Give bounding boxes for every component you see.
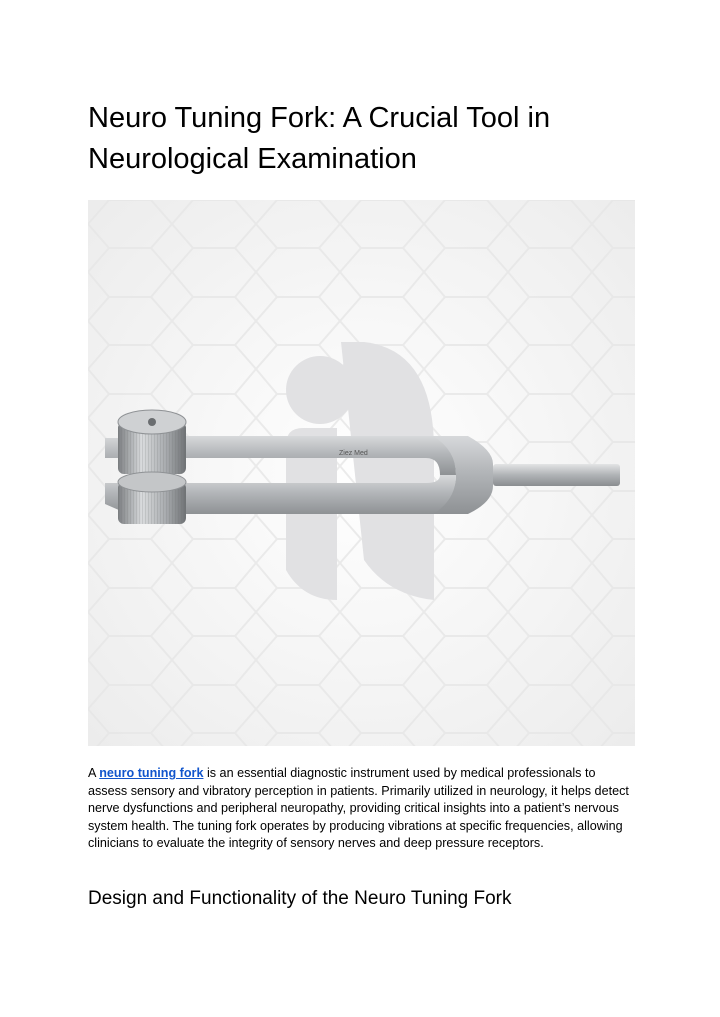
upper-damper-weight	[118, 410, 186, 474]
intro-paragraph	[88, 765, 636, 853]
lower-damper-weight	[118, 472, 186, 524]
tuning-fork-image	[88, 200, 635, 746]
page-title: Neuro Tuning Fork: A Crucial Tool in Neurological Examination	[88, 102, 551, 175]
neuro-tuning-fork-link[interactable]: neuro tuning fork	[99, 766, 204, 780]
section-heading: Design and Functionality of the Neuro Tuning Fork	[88, 888, 512, 909]
intro-text: is an essential diagnostic instrument used by medical professionals to assess sensory and vibratory perception in patients. Primarily utilized in neurology, it helps detect nerve dysfunctions and peripheral neuropathy, providing critical insights into a patient’s nervous system health. The tuning fork operates by producing vibrations at specific frequencies, allowing clinicians to evaluate the integrity of sensory nerves and deep pressure receptors.	[88, 766, 629, 851]
intro-prefix: A	[88, 766, 100, 780]
engraving-text: Ziez Med	[339, 450, 368, 457]
